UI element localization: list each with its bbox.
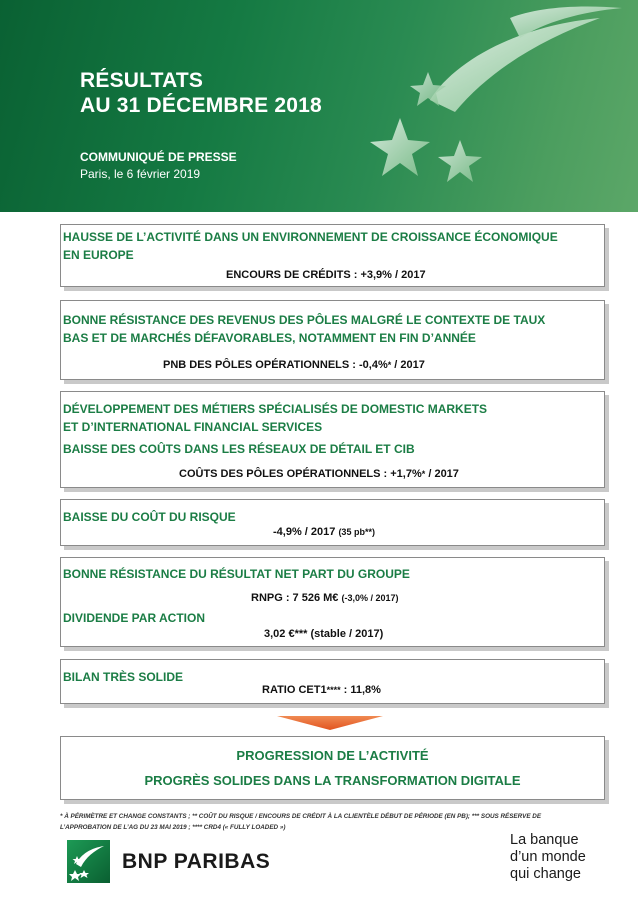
revenues-block (60, 300, 605, 380)
net-income-block (60, 557, 605, 647)
dividend-value: 3,02 €*** (stable / 2017) (264, 628, 384, 640)
digital-transformation-block (60, 736, 605, 800)
title-line-1: RÉSULTATS (80, 69, 204, 92)
bnp-paribas-logo (67, 840, 287, 886)
bnp-stars-logo-icon (67, 840, 110, 883)
loans-value: ENCOURS DE CRÉDITS : +3,9% / 2017 (226, 269, 426, 281)
release-date: Paris, le 6 février 2019 (80, 167, 201, 181)
balance-sheet-block (60, 659, 605, 704)
page-title (80, 68, 322, 118)
header-banner (0, 0, 638, 212)
brand-tagline: La banque d’un monde qui change (510, 832, 586, 882)
progression-line: PROGRESSION DE L’ACTIVITÉ (236, 748, 429, 763)
brand-name: BNP PARIBAS (122, 850, 271, 873)
stars-decoration-icon (360, 0, 638, 212)
activity-block (60, 224, 605, 287)
cost-of-risk-heading: BAISSE DU COÛT DU RISQUE (63, 510, 236, 524)
balance-sheet-heading: BILAN TRÈS SOLIDE (63, 670, 184, 684)
press-release-label: COMMUNIQUÉ DE PRESSE (80, 150, 237, 164)
cost-of-risk-block (60, 499, 605, 546)
down-arrow-icon (277, 716, 383, 730)
activity-heading: HAUSSE DE L’ACTIVITÉ DANS UN ENVIRONNEMENT DE CROISSANCE ÉCONOMIQUE EN EUROPE (63, 230, 558, 262)
net-income-value: RNPG : 7 526 M€ (-3,0% / 2017) (251, 592, 399, 604)
title-line-2: AU 31 DÉCEMBRE 2018 (80, 94, 322, 117)
digital-line: PROGRÈS SOLIDES DANS LA TRANSFORMATION DIGITALE (144, 773, 521, 788)
footnote: * À PÉRIMÈTRE ET CHANGE CONSTANTS ; ** COÛT DU RISQUE / ENCOURS DE CRÉDIT À LA CLIENTÈLE DÉBUT DE PÉRIODE (EN PB); *** SOUS RÉSERVE DE L’APPROBATION DE L’AG DU 23 MAI 2019 ; **** CRD4 (« FULLY LOADED ») (60, 813, 542, 831)
cost-of-risk-value: -4,9% / 2017 (35 pb**) (273, 526, 375, 538)
revenues-heading: BONNE RÉSISTANCE DES REVENUS DES PÔLES MALGRÉ LE CONTEXTE DE TAUX BAS ET DE MARCHÉS DÉFAVORABLES, NOTAMMENT EN FIN D’ANNÉE (63, 313, 546, 345)
costs-heading: DÉVELOPPEMENT DES MÉTIERS SPÉCIALISÉS DE DOMESTIC MARKETS ET D’INTERNATIONAL FINANCIAL SERVICES (63, 402, 488, 434)
dividend-heading: DIVIDENDE PAR ACTION (63, 611, 206, 625)
costs-block (60, 391, 605, 488)
revenues-value: PNB DES PÔLES OPÉRATIONNELS : -0,4%* / 2017 (163, 359, 425, 371)
costs-subheading: BAISSE DES COÛTS DANS LES RÉSEAUX DE DÉTAIL ET CIB (63, 442, 415, 456)
net-income-heading: BONNE RÉSISTANCE DU RÉSULTAT NET PART DU GROUPE (63, 567, 410, 581)
costs-value: COÛTS DES PÔLES OPÉRATIONNELS : +1,7%* / 2017 (179, 468, 459, 480)
cet1-value: RATIO CET1**** : 11,8% (262, 684, 381, 696)
